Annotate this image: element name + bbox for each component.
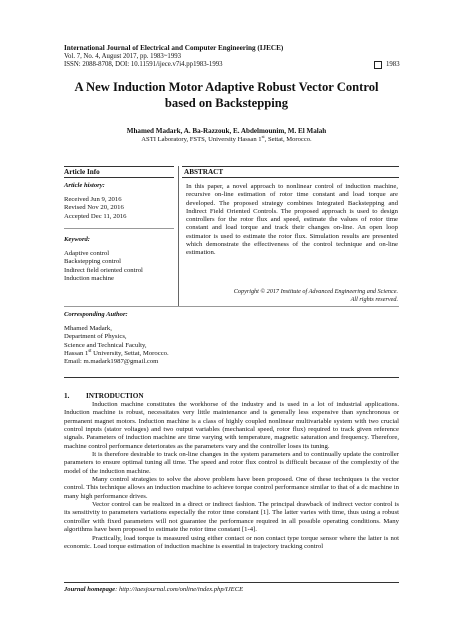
article-info-heading: Article Info (64, 168, 100, 176)
corresponding-university: Hassan 1st University, Settat, Morocco. (64, 348, 169, 357)
copyright-line-1: Copyright © 2017 Institute of Advanced Engineering and Science. (233, 288, 398, 295)
history-heading: Article history: (64, 182, 105, 189)
corresponding-details (64, 325, 169, 366)
paper-title (60, 79, 393, 111)
history-list (64, 196, 127, 221)
copyright-line-2: All rights reserved. (350, 296, 398, 303)
corresponding-heading: Corresponding Author: (64, 311, 128, 318)
homepage-url[interactable]: : http://iaesjournal.com/online/index.php/IJECE (115, 586, 244, 593)
abstract-text: In this paper, a novel approach to nonlinear control of induction machine, recursive on-line estimation of rotor time constant and load torque are developed. The proposed strategy combines Integrated Backstepping and Indirect Field Oriented Controls. The proposed approach is used to design controllers for the rotor flux and speed, estimate the values of rotor time constant and load torque and track their changes on-line. An open loop estimator is used to estimate the rotor flux. Simulation results are presented which demonstrate the effectiveness of the control technique and on-line estimation. (186, 183, 398, 257)
copyright (186, 288, 398, 304)
keyword-item: Adaptive control (64, 250, 110, 257)
corresponding-dept: Department of Physics, (64, 333, 127, 341)
intro-paragraph: Many control strategies to solve the above problem have been proposed. One of these techniques is the vector control. This technique allows an induction machine to achieve torque control performance similar to that of a dc machine in many high performance drives. (64, 476, 399, 500)
intro-paragraph: Induction machine constitutes the workhorse of the industry and is used in a lot of industrial applications. Induction machine is robust, necessitates very little maintenance and is generally less expensive than synchronous or permanent magnet motors. Induction machine is a class of highly coupled nonlinear multivariable system with two crucial control inputs (stator voltages) and two output variables (mechanical speed, rotor flux) required to track given reference signals. Parameters of induction machine are time varying with temperature, magnetic saturation and frequency. Therefore, machine control performance deteriorates as the parameters vary and the controller loses its tuning. (64, 401, 399, 450)
journal-issn-doi: ISSN: 2088-8708, DOI: 10.11591/ijece.v7i4.pp1983-1993 (64, 61, 223, 68)
info-top-rule (64, 166, 174, 167)
keyword-item: Backstepping control (64, 258, 122, 266)
corresponding-faculty: Science and Technical Faculty, (64, 341, 147, 349)
section-number: 1. (64, 392, 70, 400)
intro-paragraph: Practically, load torque is measured using either contact or non contact type torque sensor where the latter is not economic. Load torque estimation of induction machine is essential in trajectory tracking control (64, 534, 399, 550)
journal-homepage[interactable] (64, 586, 243, 593)
intro-paragraph: It is therefore desirable to track on-line changes in the system parameters and to continually update the controller parameters to ensure optimal tuning all time. The speed and rotor flux control is difficult because of the complexity of the model of the induction machine. (64, 451, 399, 475)
journal-name: International Journal of Electrical and Computer Engineering (IJECE) (64, 44, 284, 52)
journal-volume: Vol. 7, No. 4, August 2017, pp. 1983~1993 (64, 53, 182, 60)
paper-authors: Mhamed Madark, A. Ba-Razzouk, E. Abdelmounim, M. El Malah (126, 127, 327, 135)
corresponding-bottom-rule (64, 377, 399, 378)
info-bottom-rule (64, 306, 399, 307)
keyword-list (64, 250, 143, 283)
affiliation-post: , Settat, Morocco. (264, 136, 312, 143)
history-revised: Revised Nov 20, 2016 (64, 204, 124, 212)
page-box-icon (374, 61, 382, 69)
homepage-label: Journal homepage (64, 586, 116, 593)
abstract-heading: ABSTRACT (184, 168, 224, 176)
keyword-item: Indirect field oriented control (64, 266, 143, 274)
abstract-head-rule (182, 177, 399, 178)
section-heading (64, 392, 144, 400)
introduction-body (64, 401, 399, 551)
keyword-item: Induction machine (64, 274, 114, 282)
info-head-rule (64, 177, 174, 178)
title-line-1: A New Induction Motor Adaptive Robust Vector Control (74, 80, 379, 94)
history-received: Received Jun 9, 2016 (64, 196, 122, 203)
title-line-2: based on Backstepping (164, 96, 289, 110)
column-divider (178, 166, 179, 306)
paper-affiliation (40, 133, 413, 143)
affiliation-pre: ASTI Laboratory, FSTS, University Hassan 1 (141, 136, 262, 143)
page-number: 1983 (386, 61, 400, 68)
corresponding-email[interactable]: Email: m.madark1987@gmail.com (64, 358, 159, 366)
affiliation-sup: st (261, 133, 265, 139)
section-title: INTRODUCTION (86, 392, 144, 400)
footer-rule (64, 582, 399, 583)
history-rule (64, 228, 174, 229)
history-accepted: Accepted Dec 11, 2016 (64, 212, 127, 220)
corresponding-name: Mhamed Madark, (64, 325, 112, 332)
intro-paragraph: Vector control can be realized in a direct or indirect fashion. The principal drawback of indirect vector control is its sensitivity to parameters variations especially the rotor time constant [1]. The latter varies with time, thus using a robust controller with fixed parameters will not guarantee the performance required in all possible operating conditions. Many algorithms have been proposed to estimate the rotor time constant [1-4]. (64, 501, 399, 534)
abstract-top-rule (182, 166, 399, 167)
keyword-heading: Keyword: (64, 236, 91, 243)
